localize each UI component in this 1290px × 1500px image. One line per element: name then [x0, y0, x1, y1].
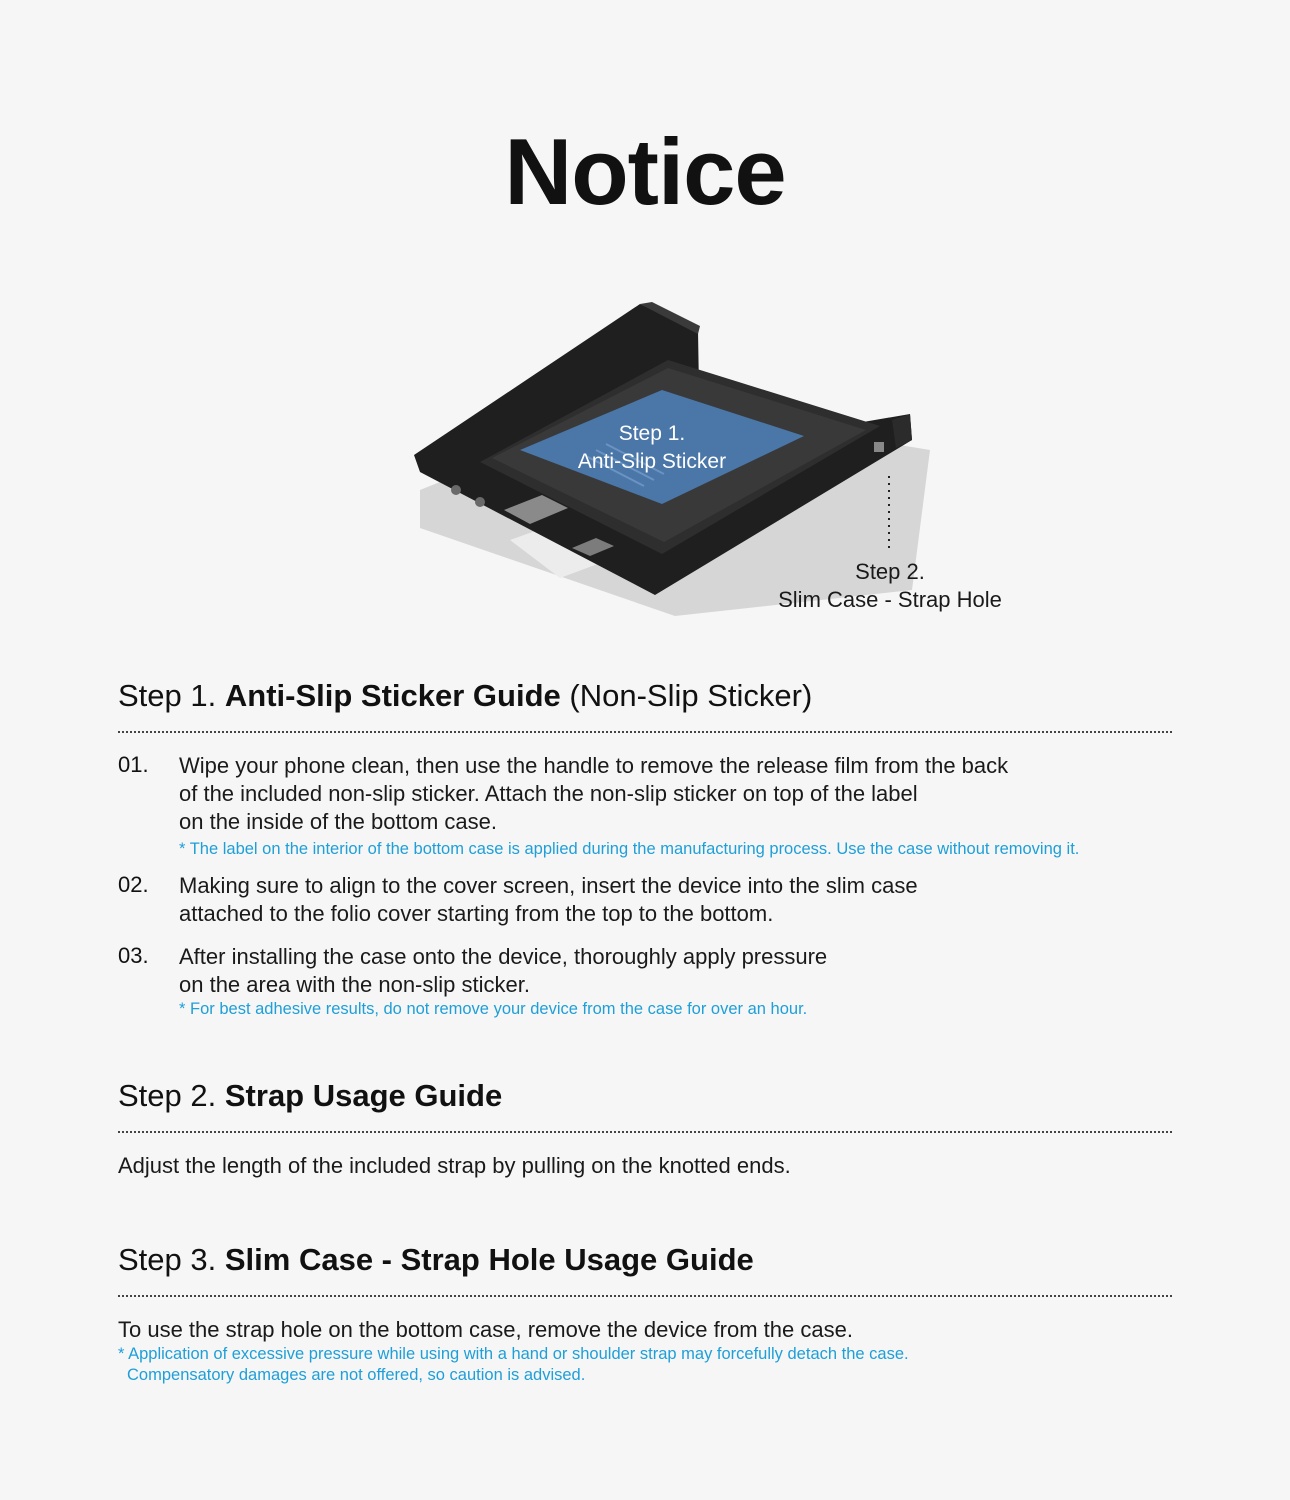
section2-body: Adjust the length of the included strap by pulling on the knotted ends.: [118, 1153, 791, 1178]
item-01-note: * The label on the interior of the bottom case is applied during the manufacturing process. Use the case without removing it.: [179, 840, 1080, 858]
item-02-line1: Making sure to align to the cover screen, insert the device into the slim case: [179, 873, 918, 898]
case-side-hole-2: [475, 497, 485, 507]
section2-heading: [118, 1078, 502, 1114]
item-03-line2: on the area with the non-slip sticker.: [179, 972, 530, 997]
section1-suffix: (Non-Slip Sticker): [569, 678, 813, 713]
step2-callout-line2: Slim Case - Strap Hole: [778, 587, 1002, 612]
section1-bold-title: Anti-Slip Sticker Guide: [224, 678, 561, 713]
item-02-number: 02.: [118, 872, 149, 897]
item-01-line1: Wipe your phone clean, then use the handle to remove the release film from the back: [179, 753, 1009, 778]
item-03-text: [179, 943, 827, 999]
step2-callout-line1: Step 2.: [855, 559, 925, 584]
page-title: Notice: [504, 119, 786, 224]
section3-bold-title: Slim Case - Strap Hole Usage Guide: [224, 1242, 754, 1277]
section1-heading: [118, 678, 812, 714]
item-01-text: [179, 752, 1008, 836]
section2-prefix: Step 2.: [118, 1078, 217, 1113]
section3-prefix: Step 3.: [118, 1242, 217, 1277]
step1-callout-line2: Anti-Slip Sticker: [577, 450, 727, 473]
item-01-number: 01.: [118, 752, 149, 777]
section3-divider: [118, 1295, 1172, 1297]
item-01-line3: on the inside of the bottom case.: [179, 809, 497, 834]
item-02-text: [179, 872, 918, 928]
item-01-line2: of the included non-slip sticker. Attach the non-slip sticker on top of the label: [179, 781, 918, 806]
step1-callout: [547, 420, 757, 476]
strap-hole: [874, 442, 884, 452]
section3-note-line1: * Application of excessive pressure while using with a hand or shoulder strap may forcefully detach the case.: [118, 1345, 909, 1363]
item-03-line1: After installing the case onto the device, thoroughly apply pressure: [179, 944, 828, 969]
item-02-line2: attached to the folio cover starting from the top to the bottom.: [179, 901, 774, 926]
section3-heading: [118, 1242, 754, 1278]
step2-callout: [748, 558, 1032, 614]
section1-prefix: Step 1.: [118, 678, 217, 713]
section3-body: To use the strap hole on the bottom case, remove the device from the case.: [118, 1317, 853, 1342]
step1-callout-line1: Step 1.: [618, 422, 686, 445]
section3-note-line2: Compensatory damages are not offered, so caution is advised.: [127, 1366, 586, 1384]
section2-divider: [118, 1131, 1172, 1133]
item-03-note: * For best adhesive results, do not remove your device from the case for over an hour.: [179, 1000, 808, 1018]
case-side-hole-1: [451, 485, 461, 495]
section2-bold-title: Strap Usage Guide: [224, 1078, 503, 1113]
section1-divider: [118, 731, 1172, 733]
item-03-number: 03.: [118, 943, 149, 968]
